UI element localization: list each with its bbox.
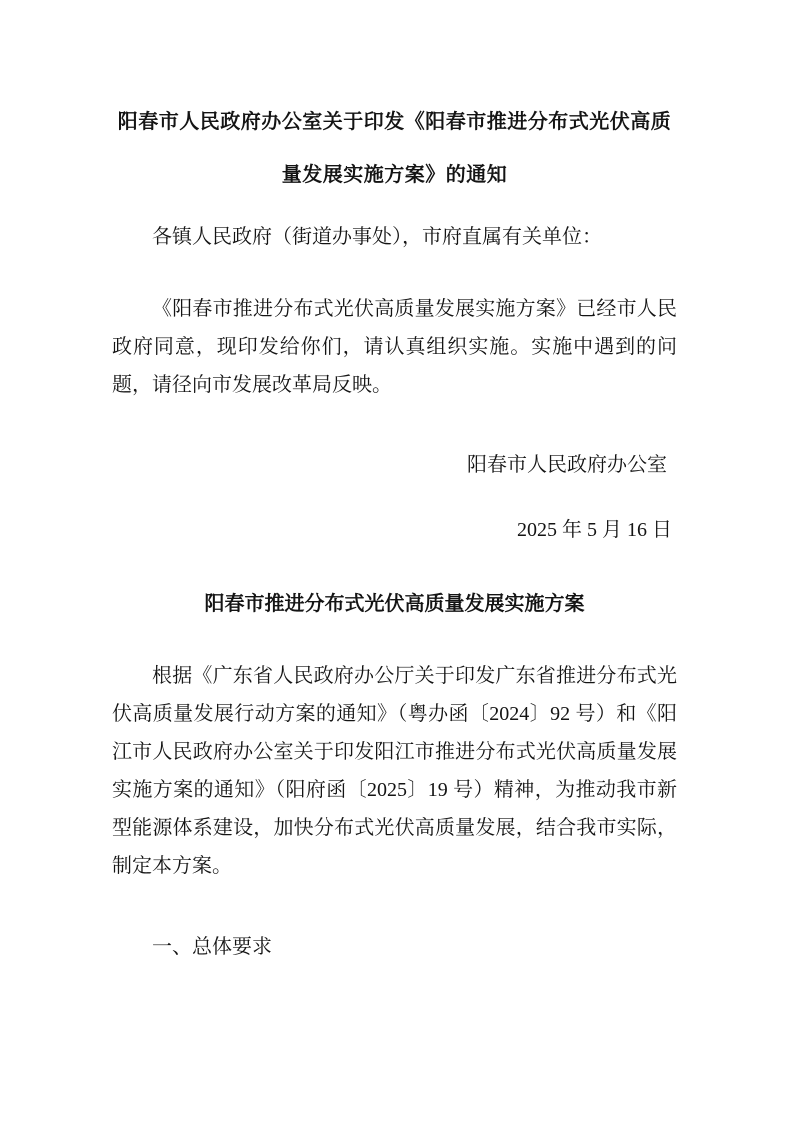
issue-date: 2025 年 5 月 16 日 [517,519,672,541]
notice-title: 阳春市人民政府办公室关于印发《阳春市推进分布式光伏高质量发展实施方案》的通知 [117,111,672,186]
notice-salutation: 各镇人民政府（街道办事处），市府直属有关单位： [152,226,602,248]
section-1-heading: 一、总体要求 [152,936,272,958]
plan-intro-paragraph: 根据《广东省人民政府办公厅关于印发广东省推进分布式光伏高质量发展行动方案的通知》（粤办函〔2024〕92 号）和《阳江市人民政府办公室关于印发阳江市推进分布式光伏高质量发展实施方案的通知》（阳府函〔2025〕19 号）精神，为推动我市新型能源体系建设，加快分布式光伏高质量发展，结合我市实际，制定本方案。 [112,665,677,877]
plan-title: 阳春市推进分布式光伏高质量发展实施方案 [204,593,585,615]
issuing-office-signature: 阳春市人民政府办公室 [467,454,667,476]
notice-body-paragraph: 《阳春市推进分布式光伏高质量发展实施方案》已经市人民政府同意，现印发给你们，请认真组织实施。实施中遇到的问题，请径向市发展改革局反映。 [112,298,677,396]
